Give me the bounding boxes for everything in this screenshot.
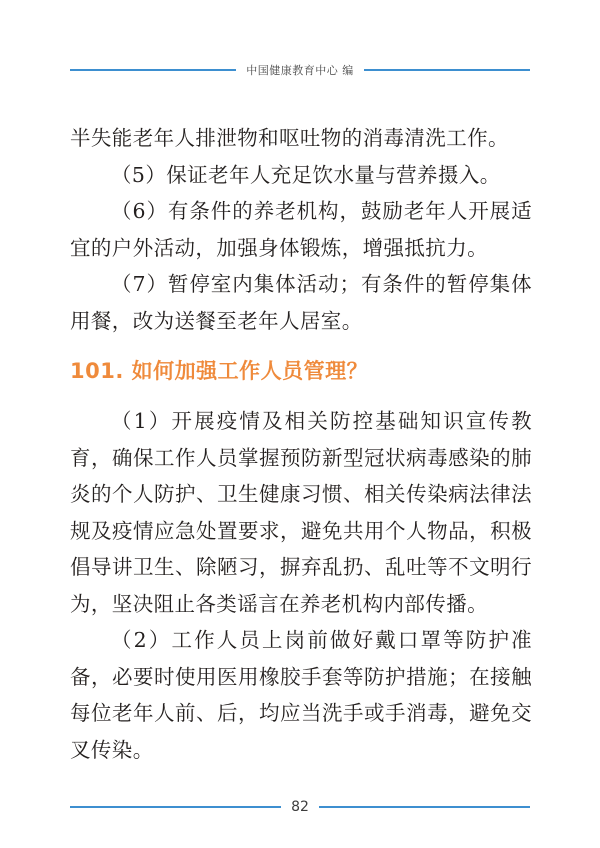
section-heading: 101. 如何加强工作人员管理？	[70, 359, 369, 383]
continued-paragraph: 半失能老年人排泄物和呕吐物的消毒清洗工作。	[70, 126, 509, 150]
page-content	[70, 120, 532, 768]
header-rule-right	[364, 69, 530, 71]
header-rule-left	[70, 69, 236, 71]
section-item-2: （2）工作人员上岗前做好戴口罩等防护准备，必要时使用医用橡胶手套等防护措施；在接触每位老年人前、后，均应当洗手或手消毒，避免交叉传染。	[70, 628, 532, 762]
page-footer	[70, 796, 530, 818]
list-item-6: （6）有条件的养老机构，鼓励老年人开展适宜的户外活动，加强身体锻炼，增强抵抗力。	[70, 199, 532, 260]
page-header	[70, 60, 530, 80]
footer-rule-left	[70, 806, 281, 808]
list-item-5: （5）保证老年人充足饮水量与营养摄入。	[111, 162, 501, 187]
page-number: 82	[291, 799, 309, 815]
header-title: 中国健康教育中心 编	[246, 64, 354, 77]
section-item-1: （1）开展疫情及相关防控基础知识宣传教育，确保工作人员掌握预防新型冠状病毒感染的肺炎的个人防护、卫生健康习惯、相关传染病法律法规及疫情应急处置要求，避免共用个人物品，积极倡导讲卫生、除陋习，摒弃乱扔、乱吐等不文明行为，坚决阻止各类谣言在养老机构内部传播。	[70, 409, 532, 616]
footer-rule-right	[319, 806, 530, 808]
list-item-7: （7）暂停室内集体活动；有条件的暂停集体用餐，改为送餐至老年人居室。	[70, 272, 532, 333]
